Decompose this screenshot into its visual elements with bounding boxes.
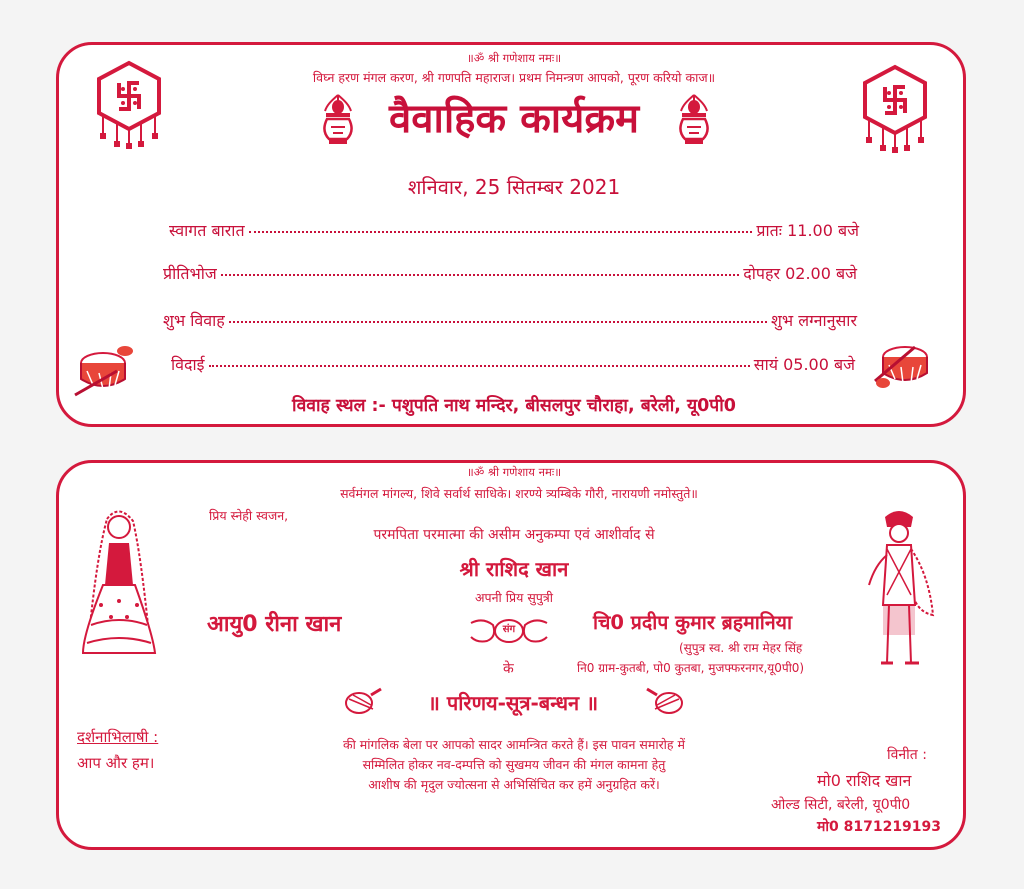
event-time: प्रातः 11.00 बजे	[756, 221, 859, 240]
swastika-icon	[93, 59, 165, 153]
dotted-leader	[209, 365, 750, 367]
ceremony-title: ॥ परिणय-सूत्र-बन्धन ॥	[427, 691, 599, 715]
event-time: सायं 05.00 बजे	[753, 355, 855, 374]
invitation-card	[56, 460, 966, 850]
bride-name: आयु0 रीना खान	[207, 612, 342, 637]
greeting: प्रिय स्नेही स्वजन,	[209, 508, 289, 523]
event-row-welcome	[169, 219, 859, 241]
schedule-card	[56, 42, 966, 427]
schedule-title: वैवाहिक कार्यक्रम	[388, 96, 639, 142]
invite-line: सम्मिलित होकर नव-दम्पत्ति को सुखमय जीवन की मंगल कामना हेतु	[362, 757, 666, 772]
kalash-icon	[317, 91, 359, 151]
event-label: प्रीतिभोज	[163, 264, 217, 283]
dotted-leader	[229, 321, 767, 323]
groom-address: नि0 ग्राम-कुतबी, पो0 कुतबा, मुजफ्फरनगर,यू0पी0)	[577, 661, 805, 675]
invite-line: की मांगलिक बेला पर आपको सादर आमन्त्रित करते हैं। इस पावन समारोह में	[342, 737, 686, 752]
event-date: शनिवार, 25 सितम्बर 2021	[407, 175, 621, 199]
shehnai-icon	[645, 687, 685, 721]
darshan-value: आप और हम।	[77, 754, 155, 772]
prayer-line: विघ्न हरण मंगल करण, श्री गणपति महाराज। प्रथम निमन्त्रण आपको, पूरण करियो काज॥	[312, 70, 716, 85]
dhol-icon	[73, 341, 139, 405]
bride-icon	[77, 505, 159, 669]
invite-line: आशीष की मृदुल ज्योत्सना से अभिसिंचित कर हमें अनुग्रहित करें।	[368, 777, 660, 792]
kalash-icon	[673, 91, 715, 151]
event-row-dinner	[163, 262, 857, 284]
shehnai-icon	[343, 687, 383, 721]
vineet-phone: मो0 8171219193	[817, 819, 942, 835]
invocation: ॥ॐ श्री गणेशाय नमः॥	[466, 465, 562, 479]
event-row-wedding	[163, 309, 857, 331]
dotted-leader	[221, 274, 739, 276]
swastika-icon	[859, 63, 931, 157]
host-name: श्री राशिद खान	[459, 557, 569, 581]
groom-name: चि0 प्रदीप कुमार ब्रहमानिया	[593, 611, 793, 634]
event-time: शुभ लग्नानुसार	[771, 311, 857, 330]
ring-hands-icon	[467, 613, 551, 653]
event-time: दोपहर 02.00 बजे	[743, 264, 857, 283]
groom-father: (सुपुत्र स्व. श्री राम मेहर सिंह	[679, 641, 803, 655]
sang-label: संग	[502, 624, 516, 635]
invite-text	[259, 735, 769, 795]
blessing-line: परमपिता परमात्मा की असीम अनुकम्पा एवं आशीर्वाद से	[373, 527, 655, 543]
groom-icon	[859, 505, 939, 679]
vineet-label: विनीत :	[887, 747, 927, 763]
event-row-farewell	[171, 353, 855, 375]
vineet-address: ओल्ड सिटी, बरेली, यू0पी0	[771, 797, 911, 813]
ke-label: के	[503, 661, 514, 677]
daughter-of-line: अपनी प्रिय सुपुत्री	[474, 590, 554, 605]
venue: विवाह स्थल :- पशुपति नाथ मन्दिर, बीसलपुर चौराहा, बरेली, यू0पी0	[292, 396, 736, 416]
invocation: ॥ॐ श्री गणेशाय नमः॥	[466, 51, 562, 65]
dhol-icon	[871, 335, 937, 399]
event-label: स्वागत बारात	[169, 221, 245, 240]
darshan-label: दर्शनाभिलाषी :	[77, 728, 159, 746]
event-label: विदाई	[171, 355, 205, 374]
vineet-name: मो0 राशिद खान	[817, 771, 912, 790]
shloka-line: सर्वमंगल मांगल्य, शिवे सर्वार्थ साधिके। शरण्ये त्र्यम्बिके गौरी, नारायणी नमोस्तुते॥	[340, 486, 698, 501]
event-label: शुभ विवाह	[163, 311, 225, 330]
dotted-leader	[249, 231, 753, 233]
